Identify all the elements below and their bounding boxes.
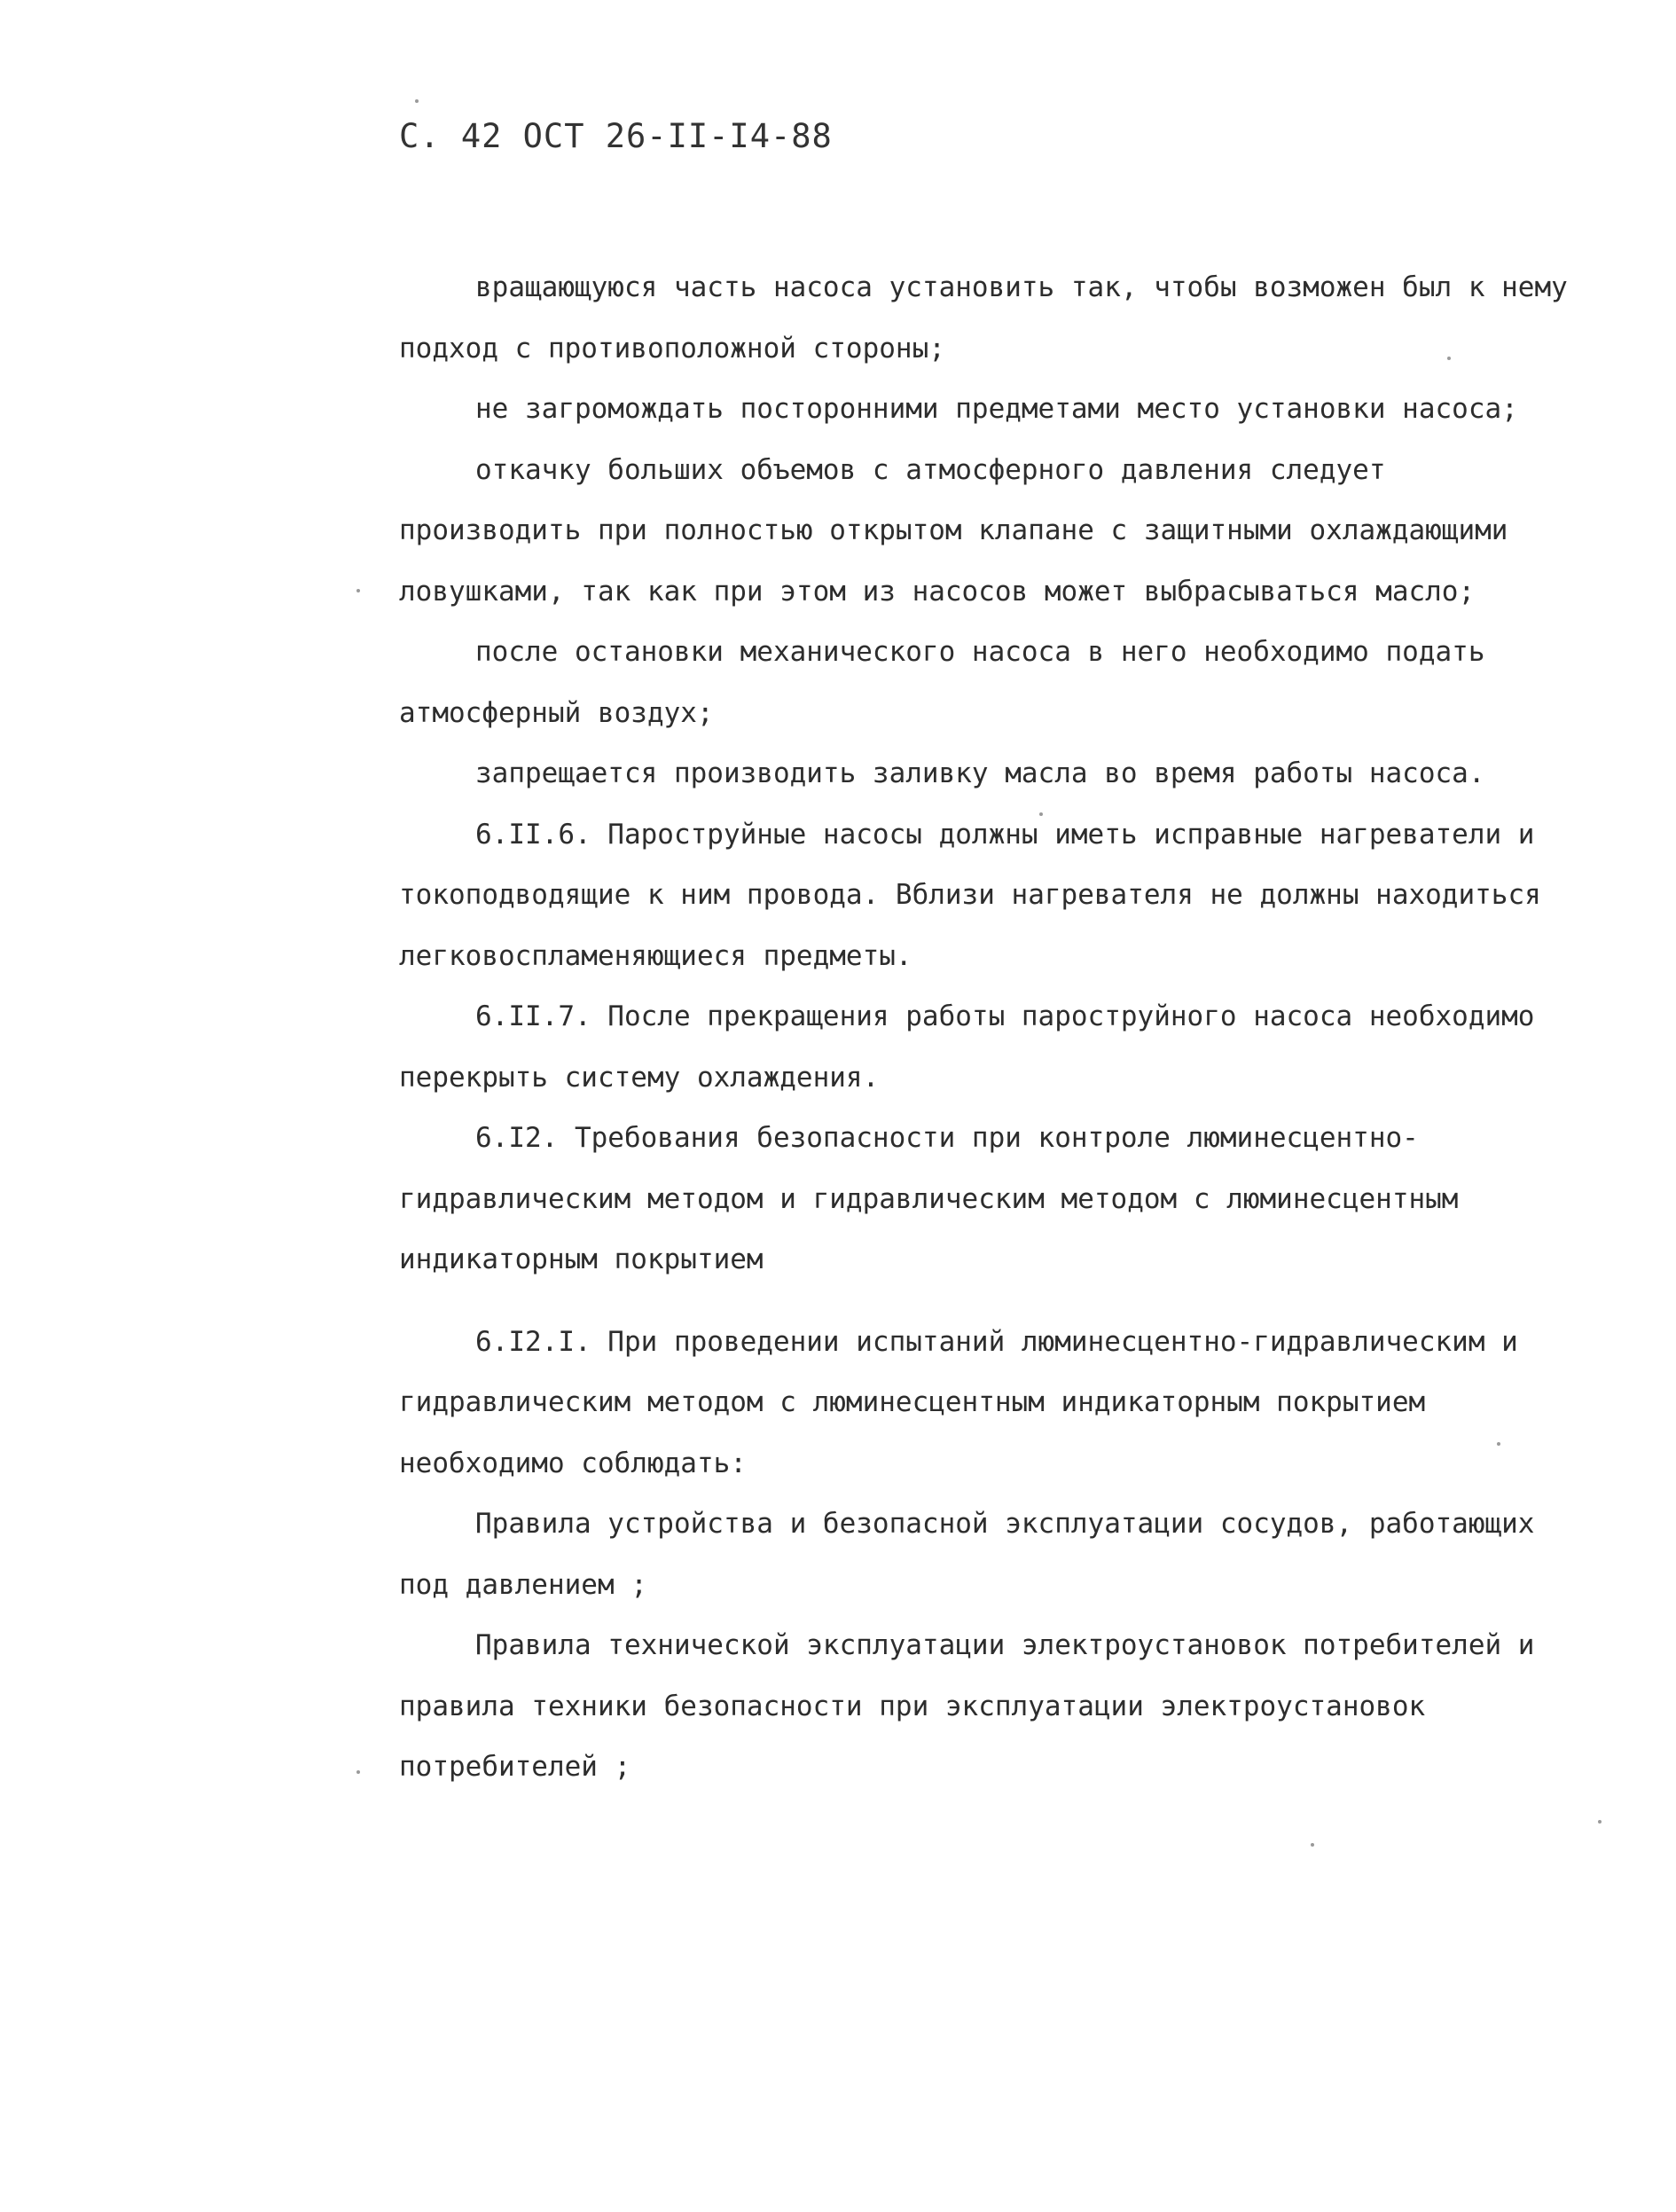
scan-speck xyxy=(356,589,360,592)
paragraph: откачку больших объемов с атмосферного давления следует производить при полностью открытом клапане с защитными охлаждающими ловушками, так как при этом из насосов может выбрасываться масло; xyxy=(399,453,1508,608)
list-item: Правила технической эксплуатации электроустановок потребителей и правила техники безопасности при эксплуатации электроустановок потребителей ; xyxy=(399,1629,1535,1783)
paragraph: запрещается производить заливку масла во время работы насоса. xyxy=(475,757,1485,789)
scan-speck xyxy=(1039,812,1043,816)
list-item: Правила устройства и безопасной эксплуатации сосудов, работающих под давлением ; xyxy=(399,1508,1535,1601)
paragraph: 6.II.7. После прекращения работы пароструйного насоса необходимо перекрыть систему охлаждения. xyxy=(399,1000,1535,1094)
scan-speck xyxy=(415,99,419,103)
paragraph: после остановки механического насоса в него необходимо подать атмосферный воздух; xyxy=(399,636,1485,729)
scan-speck xyxy=(1311,1843,1314,1847)
paragraph: 6.I2.I. При проведении испытаний люминесцентно-гидравлическим и гидравлическим методом с люминесцентным индикаторным покрытием необходимо соблюдать: xyxy=(399,1325,1518,1479)
paragraph: не загромождать посторонними предметами место установки насоса; xyxy=(475,393,1518,425)
scan-speck xyxy=(1598,1820,1602,1824)
document-body xyxy=(399,257,1570,1798)
scan-speck xyxy=(356,1770,360,1774)
scan-speck xyxy=(1497,1442,1500,1446)
paragraph: 6.II.6. Пароструйные насосы должны иметь исправные нагреватели и токоподводящие к ним провода. Вблизи нагревателя не должны находиться легковоспламеняющиеся предметы. xyxy=(399,818,1541,972)
page-header: С. 42 ОСТ 26-II-I4-88 xyxy=(399,117,833,155)
section-heading: 6.I2. Требования безопасности при контроле люминесцентно-гидравлическим методом и гидравлическим методом с люминесцентным индикаторным покрытием xyxy=(399,1122,1459,1275)
scan-speck xyxy=(1447,357,1451,360)
paragraph: вращающуюся часть насоса установить так, чтобы возможен был к нему подход с противоположной стороны; xyxy=(399,271,1568,365)
